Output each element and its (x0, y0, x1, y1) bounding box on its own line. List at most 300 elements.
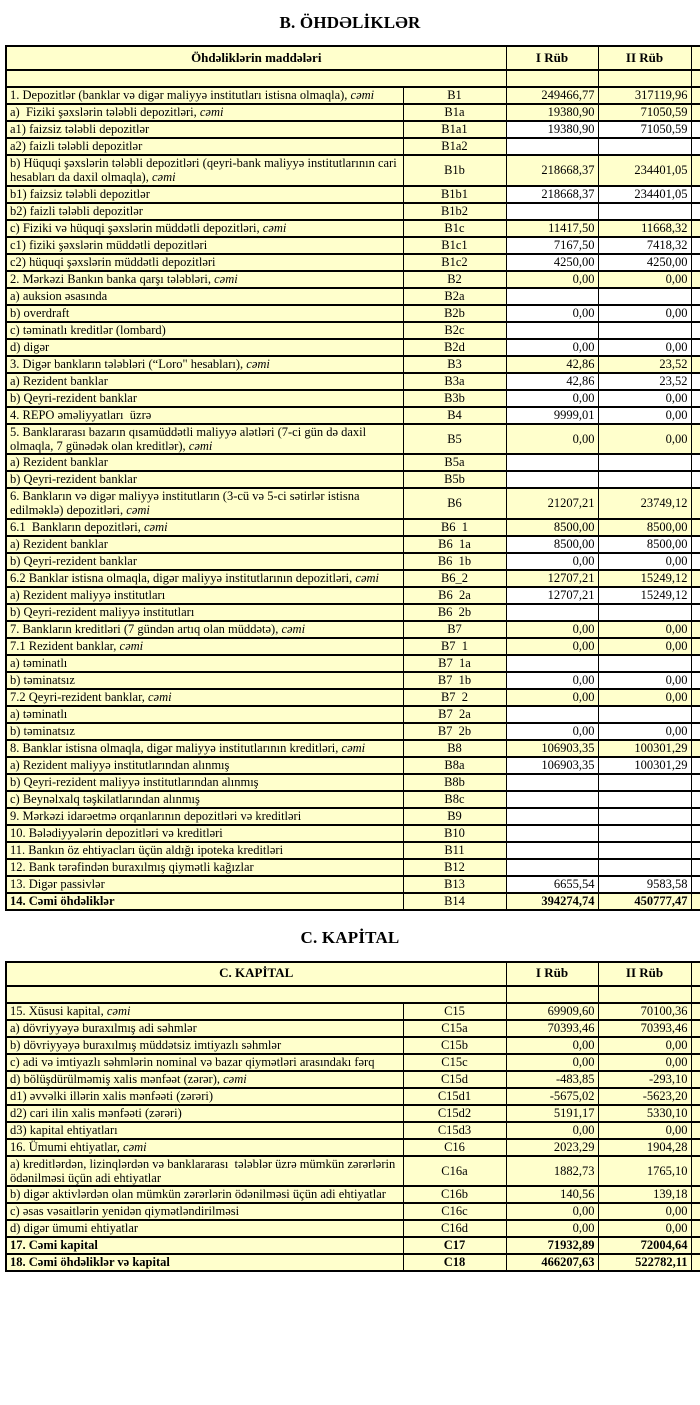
row-extra-cell (691, 1254, 700, 1271)
row-label-cell: 15. Xüsusi kapital, cəmi (6, 1003, 403, 1020)
row-label-cell: 6.2 Banklar istisna olmaqla, digər maliyyə institutlarının depozitləri, cəmi (6, 570, 403, 587)
row-code-cell: B7 1b (403, 672, 506, 689)
row-code-cell: B7 2b (403, 723, 506, 740)
table-row (6, 876, 700, 893)
row-extra-cell (691, 1105, 700, 1122)
row-label-cell: b1) faizsiz tələbli depozitlər (6, 186, 403, 203)
row-extra-cell (691, 407, 700, 424)
table-row (6, 356, 700, 373)
row-extra-cell (691, 220, 700, 237)
row-label-cell: c) adi və imtiyazlı səhmlərin nominal və bazar qiymətləri arasındakı fərq (6, 1054, 403, 1071)
row-q2-cell: 0,00 (598, 1122, 691, 1139)
row-q1-cell: 5191,17 (506, 1105, 598, 1122)
row-q2-cell: 70100,36 (598, 1003, 691, 1020)
row-label-cell: c1) fiziki şəxslərin müddətli depozitləri (6, 237, 403, 254)
row-q2-cell (598, 842, 691, 859)
row-extra-cell (691, 322, 700, 339)
row-q2-cell (598, 655, 691, 672)
row-q1-cell: -483,85 (506, 1071, 598, 1088)
table-row (6, 1054, 700, 1071)
row-extra-cell (691, 288, 700, 305)
row-code-cell: B2a (403, 288, 506, 305)
row-label-cell: 10. Bələdiyyələrin depozitləri və kreditləri (6, 825, 403, 842)
row-extra-cell (691, 454, 700, 471)
col-q2-header: II Rüb (598, 962, 691, 986)
row-extra-cell (691, 1139, 700, 1156)
row-extra-cell (691, 553, 700, 570)
row-label-cell: 14. Cəmi öhdəliklər (6, 893, 403, 910)
row-label-cell: 7.2 Qeyri-rezident banklar, cəmi (6, 689, 403, 706)
row-code-cell: B3b (403, 390, 506, 407)
row-extra-cell (691, 791, 700, 808)
row-q1-cell: 69909,60 (506, 1003, 598, 1020)
row-code-cell: B2 (403, 271, 506, 288)
row-q2-cell: 0,00 (598, 1054, 691, 1071)
table-row (6, 454, 700, 471)
row-label-cell: d2) cari ilin xalis mənfəəti (zərəri) (6, 1105, 403, 1122)
table-row (6, 1037, 700, 1054)
row-code-cell: B8 (403, 740, 506, 757)
table-row (6, 488, 700, 519)
row-label-cell: 4. REPO əməliyyatları üzrə (6, 407, 403, 424)
table-row (6, 621, 700, 638)
row-q1-cell: 0,00 (506, 723, 598, 740)
row-extra-cell (691, 859, 700, 876)
row-q2-cell: 8500,00 (598, 536, 691, 553)
spacer-q2-cell (598, 70, 691, 87)
row-label-cell: c) təminatlı kreditlər (lombard) (6, 322, 403, 339)
col-extra-header (691, 962, 700, 986)
table-row (6, 842, 700, 859)
row-q1-cell: 0,00 (506, 1220, 598, 1237)
row-label-cell: c) Fiziki və hüquqi şəxslərin müddətli depozitləri, cəmi (6, 220, 403, 237)
table-row (6, 104, 700, 121)
row-q1-cell: 0,00 (506, 621, 598, 638)
table-row (6, 407, 700, 424)
row-extra-cell (691, 740, 700, 757)
table-row (6, 672, 700, 689)
row-code-cell: B2d (403, 339, 506, 356)
row-extra-cell (691, 689, 700, 706)
row-extra-cell (691, 390, 700, 407)
table-row (6, 1139, 700, 1156)
row-q2-cell (598, 203, 691, 220)
row-label-cell: a2) faizli tələbli depozitlər (6, 138, 403, 155)
row-extra-cell (691, 1088, 700, 1105)
row-code-cell: B3 (403, 356, 506, 373)
col-q1-header: I Rüb (506, 962, 598, 986)
row-q1-cell: 140,56 (506, 1186, 598, 1203)
row-q1-cell: 0,00 (506, 689, 598, 706)
row-q1-cell (506, 322, 598, 339)
row-q1-cell: 0,00 (506, 390, 598, 407)
row-q1-cell: 0,00 (506, 638, 598, 655)
table-row (6, 424, 700, 455)
row-q1-cell: 0,00 (506, 305, 598, 322)
table-row (6, 791, 700, 808)
row-label-cell: d) digər (6, 339, 403, 356)
row-extra-cell (691, 1054, 700, 1071)
row-q2-cell (598, 604, 691, 621)
table-row (6, 638, 700, 655)
row-q1-cell (506, 859, 598, 876)
row-code-cell: C15d1 (403, 1088, 506, 1105)
row-q2-cell: 1765,10 (598, 1156, 691, 1187)
row-q1-cell: 218668,37 (506, 186, 598, 203)
row-code-cell: B8c (403, 791, 506, 808)
row-extra-cell (691, 237, 700, 254)
row-q1-cell: 218668,37 (506, 155, 598, 186)
table-row (6, 339, 700, 356)
row-code-cell: B8b (403, 774, 506, 791)
row-extra-cell (691, 186, 700, 203)
row-label-cell: d) digər ümumi ehtiyatlar (6, 1220, 403, 1237)
row-q1-cell: 0,00 (506, 339, 598, 356)
row-q1-cell: 1882,73 (506, 1156, 598, 1187)
row-code-cell: B6 1b (403, 553, 506, 570)
row-q1-cell: 7167,50 (506, 237, 598, 254)
row-label-cell: 6.1 Bankların depozitləri, cəmi (6, 519, 403, 536)
row-q2-cell: 234401,05 (598, 155, 691, 186)
row-extra-cell (691, 155, 700, 186)
row-q1-cell: -5675,02 (506, 1088, 598, 1105)
row-q2-cell: 100301,29 (598, 757, 691, 774)
row-q1-cell (506, 138, 598, 155)
row-extra-cell (691, 774, 700, 791)
row-code-cell: B5b (403, 471, 506, 488)
row-q2-cell: 0,00 (598, 1203, 691, 1220)
row-code-cell: B11 (403, 842, 506, 859)
row-q1-cell (506, 471, 598, 488)
row-q2-cell: 0,00 (598, 390, 691, 407)
section-b-title: B. ÖHDƏLİKLƏR (279, 13, 421, 32)
row-extra-cell (691, 825, 700, 842)
row-label-cell: c) əsas vəsaitlərin yenidən qiymətləndirilməsi (6, 1203, 403, 1220)
row-extra-cell (691, 356, 700, 373)
table-row (6, 689, 700, 706)
row-q1-cell (506, 604, 598, 621)
row-label-cell: 12. Bank tərəfindən buraxılmış qiymətli kağızlar (6, 859, 403, 876)
table-row (6, 373, 700, 390)
row-q2-cell: 522782,11 (598, 1254, 691, 1271)
row-q2-cell (598, 791, 691, 808)
row-q1-cell: 0,00 (506, 271, 598, 288)
row-q1-cell: 42,86 (506, 373, 598, 390)
table-row (6, 1071, 700, 1088)
row-q2-cell (598, 288, 691, 305)
row-code-cell: C15b (403, 1037, 506, 1054)
row-q2-cell: 7418,32 (598, 237, 691, 254)
row-extra-cell (691, 723, 700, 740)
spacer-extra-cell (691, 70, 700, 87)
row-code-cell: B3a (403, 373, 506, 390)
row-extra-cell (691, 1186, 700, 1203)
row-q2-cell (598, 808, 691, 825)
capital-table (5, 961, 700, 1273)
row-label-cell: b) təminatsız (6, 672, 403, 689)
row-label-cell: 11. Bankın öz ehtiyacları üçün aldığı ipoteka kreditləri (6, 842, 403, 859)
table-row (6, 893, 700, 910)
row-q2-cell: 100301,29 (598, 740, 691, 757)
row-extra-cell (691, 373, 700, 390)
row-code-cell: C15d (403, 1071, 506, 1088)
row-q1-cell (506, 791, 598, 808)
spacer-row (6, 986, 700, 1003)
row-q2-cell: 9583,58 (598, 876, 691, 893)
row-code-cell: C18 (403, 1254, 506, 1271)
row-extra-cell (691, 138, 700, 155)
table-row (6, 1105, 700, 1122)
page (0, 13, 700, 1272)
row-q2-cell: 0,00 (598, 672, 691, 689)
row-code-cell: B1c1 (403, 237, 506, 254)
row-label-cell: a) dövriyyəyə buraxılmış adi səhmlər (6, 1020, 403, 1037)
row-label-cell: 1. Depozitlər (banklar və digər maliyyə institutları istisna olmaqla), cəmi (6, 87, 403, 104)
row-q1-cell: 249466,77 (506, 87, 598, 104)
row-extra-cell (691, 121, 700, 138)
row-label-cell: b) Qeyri-rezident banklar (6, 553, 403, 570)
row-q1-cell: 12707,21 (506, 587, 598, 604)
row-code-cell: B12 (403, 859, 506, 876)
row-extra-cell (691, 893, 700, 910)
table-row (6, 203, 700, 220)
row-q2-cell: 0,00 (598, 689, 691, 706)
row-q2-cell: 0,00 (598, 305, 691, 322)
table-row (6, 1156, 700, 1187)
table-row (6, 706, 700, 723)
section-c-title: C. KAPİTAL (300, 927, 400, 947)
row-code-cell: C16c (403, 1203, 506, 1220)
row-code-cell: B9 (403, 808, 506, 825)
liabilities-table (5, 45, 700, 911)
table-row (6, 288, 700, 305)
row-extra-cell (691, 808, 700, 825)
row-extra-cell (691, 757, 700, 774)
row-code-cell: B5 (403, 424, 506, 455)
row-code-cell: B1a1 (403, 121, 506, 138)
row-q1-cell (506, 774, 598, 791)
table-row (6, 1203, 700, 1220)
row-q1-cell: 6655,54 (506, 876, 598, 893)
row-label-cell: b) Qeyri-rezident maliyyə institutları (6, 604, 403, 621)
row-extra-cell (691, 1203, 700, 1220)
row-label-cell: b) digər aktivlərdən olan mümkün zərərlərin ödənilməsi üçün adi ehtiyatlar (6, 1186, 403, 1203)
row-extra-cell (691, 876, 700, 893)
row-code-cell: C15d2 (403, 1105, 506, 1122)
row-q1-cell: 4250,00 (506, 254, 598, 271)
col-q2-header: II Rüb (598, 46, 691, 70)
row-label-cell: 7. Bankların kreditləri (7 gündən artıq olan müddətə), cəmi (6, 621, 403, 638)
row-q1-cell (506, 706, 598, 723)
table-row (6, 138, 700, 155)
row-extra-cell (691, 271, 700, 288)
table-row (6, 808, 700, 825)
row-label-cell: d1) əvvəlki illərin xalis mənfəəti (zərəri) (6, 1088, 403, 1105)
capital-header-row (6, 962, 700, 986)
row-q2-cell: 0,00 (598, 638, 691, 655)
row-code-cell: B4 (403, 407, 506, 424)
row-q2-cell (598, 825, 691, 842)
table-row (6, 121, 700, 138)
row-label-cell: 17. Cəmi kapital (6, 1237, 403, 1254)
row-label-cell: 2. Mərkəzi Bankın banka qarşı tələbləri, cəmi (6, 271, 403, 288)
row-q1-cell (506, 454, 598, 471)
row-label-cell: b) Qeyri-rezident banklar (6, 471, 403, 488)
row-q2-cell (598, 774, 691, 791)
table-row (6, 271, 700, 288)
row-q2-cell (598, 859, 691, 876)
table-row (6, 774, 700, 791)
row-q1-cell: 2023,29 (506, 1139, 598, 1156)
row-extra-cell (691, 1237, 700, 1254)
row-label-cell: 9. Mərkəzi idarəetmə orqanlarının depozitləri və kreditləri (6, 808, 403, 825)
col-items-header: C. KAPİTAL (6, 962, 506, 986)
row-extra-cell (691, 587, 700, 604)
row-code-cell: B1 (403, 87, 506, 104)
row-q1-cell: 0,00 (506, 672, 598, 689)
row-code-cell: B7 2 (403, 689, 506, 706)
table-row (6, 536, 700, 553)
table-row (6, 587, 700, 604)
table-row (6, 220, 700, 237)
row-code-cell: B6 1 (403, 519, 506, 536)
row-label-cell: 7.1 Rezident banklar, cəmi (6, 638, 403, 655)
row-code-cell: C15d3 (403, 1122, 506, 1139)
row-q1-cell: 19380,90 (506, 121, 598, 138)
row-q1-cell: 21207,21 (506, 488, 598, 519)
spacer-extra-cell (691, 986, 700, 1003)
row-q2-cell: 0,00 (598, 553, 691, 570)
row-code-cell: B5a (403, 454, 506, 471)
row-code-cell: B2b (403, 305, 506, 322)
row-code-cell: C16b (403, 1186, 506, 1203)
row-label-cell: 6. Bankların və digər maliyyə institutların (3-cü və 5-ci sətirlər istisna edilməklə) depozitləri, cəmi (6, 488, 403, 519)
row-code-cell: B1a (403, 104, 506, 121)
row-extra-cell (691, 519, 700, 536)
row-q2-cell: 234401,05 (598, 186, 691, 203)
row-q2-cell: 23,52 (598, 356, 691, 373)
table-row (6, 740, 700, 757)
row-q2-cell: 0,00 (598, 271, 691, 288)
row-code-cell: B1b (403, 155, 506, 186)
col-items-header: Öhdəliklərin maddələri (6, 46, 506, 70)
row-q2-cell: 0,00 (598, 621, 691, 638)
row-code-cell: B1c (403, 220, 506, 237)
row-label-cell: a1) faizsiz tələbli depozitlər (6, 121, 403, 138)
table-row (6, 519, 700, 536)
table-row (6, 390, 700, 407)
spacer-items-cell (6, 70, 506, 87)
row-code-cell: B8a (403, 757, 506, 774)
table-row (6, 155, 700, 186)
row-q2-cell: 139,18 (598, 1186, 691, 1203)
row-code-cell: C16d (403, 1220, 506, 1237)
row-q1-cell: 8500,00 (506, 536, 598, 553)
row-q2-cell: 0,00 (598, 723, 691, 740)
row-label-cell: b) overdraft (6, 305, 403, 322)
row-label-cell: a) Rezident banklar (6, 536, 403, 553)
row-q1-cell: 42,86 (506, 356, 598, 373)
row-label-cell: a) təminatlı (6, 655, 403, 672)
row-extra-cell (691, 1156, 700, 1187)
row-q2-cell: 450777,47 (598, 893, 691, 910)
row-q2-cell: 0,00 (598, 424, 691, 455)
row-label-cell: a) Rezident banklar (6, 454, 403, 471)
spacer-q1-cell (506, 70, 598, 87)
row-extra-cell (691, 87, 700, 104)
table-row (6, 723, 700, 740)
table-row (6, 553, 700, 570)
row-label-cell: 8. Banklar istisna olmaqla, digər maliyyə institutlarının kreditləri, cəmi (6, 740, 403, 757)
row-code-cell: B6 2a (403, 587, 506, 604)
row-code-cell: B1b1 (403, 186, 506, 203)
row-q1-cell: 71932,89 (506, 1237, 598, 1254)
row-q2-cell: 72004,64 (598, 1237, 691, 1254)
row-q2-cell (598, 138, 691, 155)
table-row (6, 305, 700, 322)
row-q1-cell: 106903,35 (506, 740, 598, 757)
row-extra-cell (691, 1003, 700, 1020)
row-q1-cell: 0,00 (506, 1122, 598, 1139)
table-row (6, 237, 700, 254)
row-q1-cell: 0,00 (506, 553, 598, 570)
row-q1-cell: 0,00 (506, 424, 598, 455)
row-q2-cell: 4250,00 (598, 254, 691, 271)
row-q2-cell (598, 454, 691, 471)
row-q2-cell: 70393,46 (598, 1020, 691, 1037)
table-row (6, 186, 700, 203)
spacer-q1-cell (506, 986, 598, 1003)
row-code-cell: B13 (403, 876, 506, 893)
row-q1-cell: 11417,50 (506, 220, 598, 237)
row-label-cell: c2) hüquqi şəxslərin müddətli depozitləri (6, 254, 403, 271)
row-code-cell: B1b2 (403, 203, 506, 220)
row-q2-cell: 1904,28 (598, 1139, 691, 1156)
row-label-cell: 5. Banklararası bazarın qısamüddətli maliyyə alətləri (7-ci gün də daxil olmaqla, 7 günədək olan kreditlər), cəmi (6, 424, 403, 455)
row-q2-cell: -5623,20 (598, 1088, 691, 1105)
row-q1-cell: 394274,74 (506, 893, 598, 910)
row-q2-cell: -293,10 (598, 1071, 691, 1088)
row-q1-cell: 0,00 (506, 1203, 598, 1220)
row-q1-cell: 466207,63 (506, 1254, 598, 1271)
row-code-cell: C15 (403, 1003, 506, 1020)
table-row (6, 1122, 700, 1139)
row-extra-cell (691, 621, 700, 638)
table-row (6, 1237, 700, 1254)
row-code-cell: B6 1a (403, 536, 506, 553)
row-q2-cell: 71050,59 (598, 104, 691, 121)
row-code-cell: C15a (403, 1020, 506, 1037)
table-row (6, 604, 700, 621)
row-q1-cell (506, 808, 598, 825)
row-code-cell: B7 (403, 621, 506, 638)
row-q2-cell: 15249,12 (598, 587, 691, 604)
row-extra-cell (691, 655, 700, 672)
row-code-cell: B2c (403, 322, 506, 339)
row-label-cell: b2) faizli tələbli depozitlər (6, 203, 403, 220)
row-q2-cell (598, 471, 691, 488)
row-extra-cell (691, 203, 700, 220)
row-code-cell: B14 (403, 893, 506, 910)
row-label-cell: a) Rezident maliyyə institutlarından alınmış (6, 757, 403, 774)
row-label-cell: a) təminatlı (6, 706, 403, 723)
table-row (6, 1186, 700, 1203)
table-row (6, 757, 700, 774)
row-extra-cell (691, 424, 700, 455)
table-row (6, 1020, 700, 1037)
table-row (6, 859, 700, 876)
spacer-row (6, 70, 700, 87)
